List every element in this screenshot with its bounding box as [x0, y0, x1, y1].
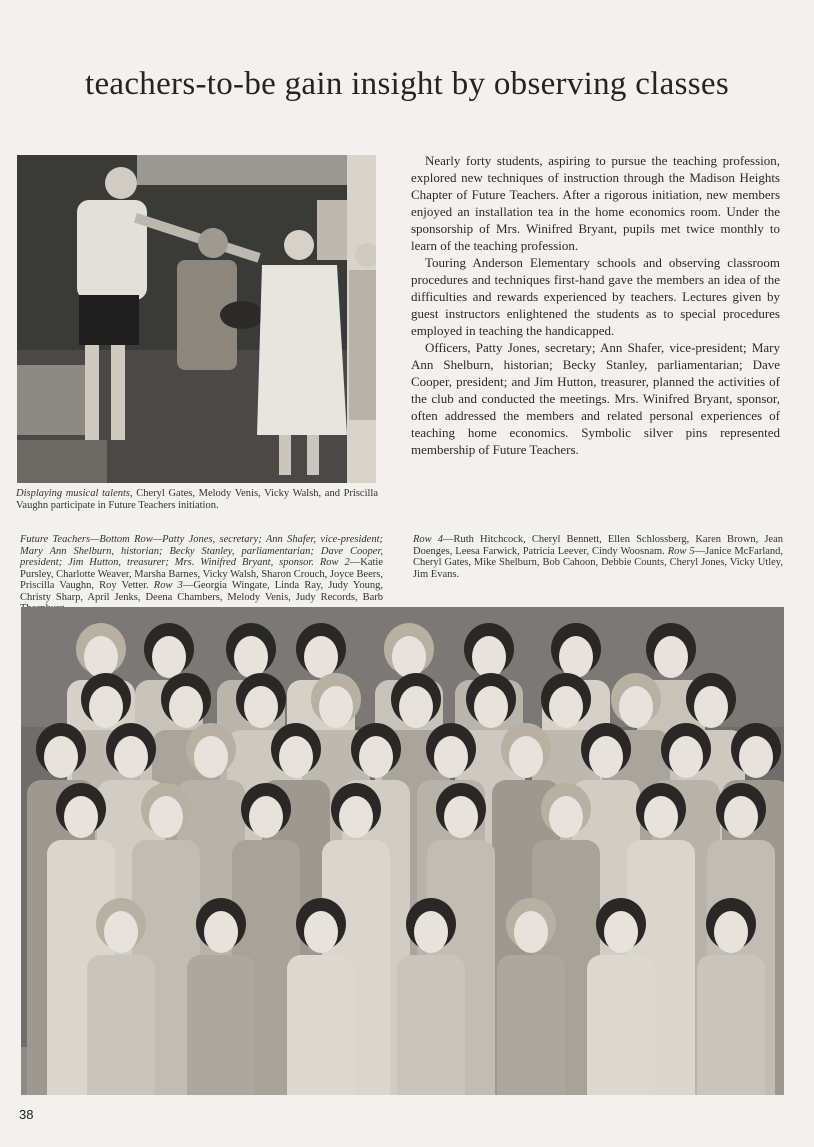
person-face — [304, 636, 338, 678]
person-face — [654, 636, 688, 678]
person-face — [279, 736, 313, 778]
person-face — [114, 736, 148, 778]
person-body — [287, 955, 355, 1095]
person-face — [149, 796, 183, 838]
caption-lead: Displaying musical talents, — [16, 488, 133, 499]
caption-row-label: Row 2 — [319, 557, 350, 568]
person-face — [359, 736, 393, 778]
person-face — [304, 911, 338, 953]
article-body — [411, 152, 780, 458]
article-paragraph: Officers, Patty Jones, secretary; Ann Shafer, vice-president; Mary Ann Shelburn, historian; Becky Stanley, parliamentarian; Dave Cooper, president; and Jim Hutton, treasurer, planned the activities of the club and conducted the meetings. Mrs. Winifred Bryant, sponsor, often addressed the members and related personal experiences of teaching home economics. Symbolic silver pins represented membership of Future Teachers. — [411, 340, 780, 457]
caption-row-names: —Katie Pursley, Charlotte Weaver, Marsha Barnes, Vicky Walsh, Sharon Crouch, Joyce Beers, Priscilla Vaughn, Roy Vetter. — [20, 557, 384, 591]
person-face — [549, 686, 583, 728]
page-number: 38 — [19, 1107, 34, 1122]
caption-row-label: Row 4 — [413, 534, 443, 545]
person-face — [89, 686, 123, 728]
person-face — [319, 686, 353, 728]
person-face — [559, 636, 593, 678]
person-face — [714, 911, 748, 953]
group-caption-right — [413, 534, 783, 580]
person-body — [187, 955, 255, 1095]
group-photo — [21, 607, 784, 1095]
person-face — [64, 796, 98, 838]
person-face — [474, 686, 508, 728]
person-face — [444, 796, 478, 838]
person-face — [669, 736, 703, 778]
caption-row-names: —Georgia Wingate, Linda Ray, Judy Young, Christy Sharp, April Jenks, Deena Chambers, Melody Venis, Judy Records, Barb — [20, 580, 383, 603]
caption-row-label: Row 5 — [667, 545, 695, 557]
person-face — [84, 636, 118, 678]
person-face — [694, 686, 728, 728]
caption-row-names: —Janice McFarland, Cheryl Gates, Mike Shelburn, Bob Cahoon, Debbie Counts, Cheryl Jones, Vicky Utley, Jim Evans. — [413, 545, 784, 580]
person-face — [44, 736, 78, 778]
person-body — [397, 955, 465, 1095]
person-body — [497, 955, 565, 1095]
person-face — [589, 736, 623, 778]
person-body — [87, 955, 155, 1095]
person-face — [339, 796, 373, 838]
caption-intro: Future Teachers—Bottom Row—Patty Jones, secretary; Ann Shafer, vice-president; Mary Ann Shelburn, historian; Becky Stanley, parliamentarian; Dave Cooper, president; Jim Hutton, treasurer; Mrs. Winifred Bryant, sponsor. — [20, 534, 383, 568]
caption-text: Cheryl Gates, Melody Venis, Vicky Walsh, and Priscilla Vaughn participate in Future Teachers initiation. — [16, 488, 378, 511]
person-face — [724, 796, 758, 838]
person-face — [472, 636, 506, 678]
initiation-photo — [17, 155, 376, 483]
person-face — [399, 686, 433, 728]
caption-row-label: Row 3 — [153, 580, 183, 591]
caption-row-names: —Ruth Hitchcock, Cheryl Bennett, Ellen Schlossberg, Karen Brown, Jean Doenges, Leesa Farwick, Patricia Leever, Cindy Woosnam. — [413, 534, 783, 557]
person-face — [392, 636, 426, 678]
person-face — [644, 796, 678, 838]
person-face — [549, 796, 583, 838]
person-face — [234, 636, 268, 678]
article-paragraph: Touring Anderson Elementary schools and observing classroom procedures and techniques first-hand gave the members an idea of the difficulties and rewards experienced by teachers. Lectures given by guest instructors enlightened the students as to special procedures employed in teaching the handicapped. — [411, 255, 780, 338]
initiation-photo-caption — [16, 488, 378, 511]
person-face — [619, 686, 653, 728]
person-face — [152, 636, 186, 678]
person-face — [204, 911, 238, 953]
person-face — [249, 796, 283, 838]
person-face — [414, 911, 448, 953]
person-face — [604, 911, 638, 953]
person-face — [244, 686, 278, 728]
person-body — [697, 955, 765, 1095]
person-face — [194, 736, 228, 778]
person-face — [509, 736, 543, 778]
group-caption-left — [20, 534, 383, 615]
page-title: teachers-to-be gain insight by observing classes — [85, 66, 729, 102]
person-face — [514, 911, 548, 953]
person-face — [434, 736, 468, 778]
person-body — [587, 955, 655, 1095]
person-face — [104, 911, 138, 953]
article-paragraph: Nearly forty students, aspiring to pursue the teaching profession, explored new techniques of instruction through the Madison Heights Chapter of Future Teachers. After a rigorous initiation, new members enjoyed an installation tea in the home economics room. Under the sponsorship of Mrs. Winifred Bryant, pupils met twice monthly to learn of the teaching profession. — [411, 153, 780, 253]
person-face — [739, 736, 773, 778]
person-face — [169, 686, 203, 728]
